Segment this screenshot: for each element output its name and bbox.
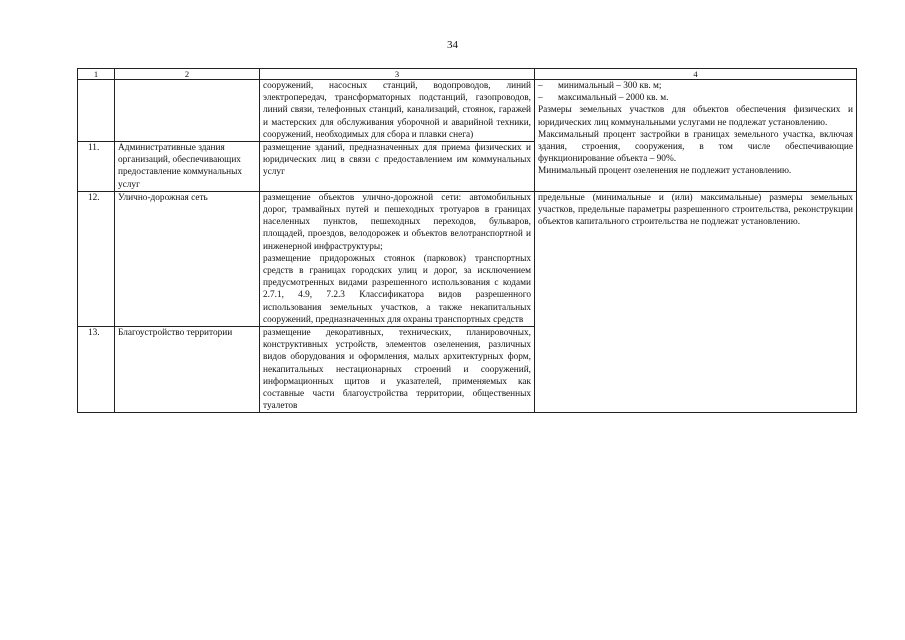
parameter-paragraph: Размеры земельных участков для объектов обеспечения физических и юридических лиц коммунальными услугами не подлежат установлению. <box>538 105 853 128</box>
column-header: 1 <box>78 69 115 80</box>
regulations-table <box>77 68 857 413</box>
use-type-name <box>115 80 260 142</box>
dash-marker: – <box>538 81 543 91</box>
parameter-list-item <box>538 80 853 92</box>
parameter-paragraph: Максимальный процент застройки в границах земельного участка, включая здания, строения, сооружения, в том числе обеспечивающие функционирование объекта – 90%. <box>538 129 853 165</box>
column-header: 4 <box>535 69 857 80</box>
table-row <box>78 191 857 326</box>
column-header: 3 <box>260 69 535 80</box>
parameters-cell: предельные (минимальные и (или) максимальные) размеры земельных участков, предельные параметры разрешенного строительства, реконструкции объектов капитального строительства не подлежат установлению. <box>535 191 857 413</box>
row-number: 11. <box>78 142 115 192</box>
row-number: 12. <box>78 191 115 326</box>
parameter-list-item <box>538 92 853 104</box>
table-row <box>78 80 857 142</box>
use-type-description: сооружений, насосных станций, водопроводов, линий электропередач, трансформаторных подстанций, газопроводов, линий связи, телефонных станций, канализаций, стоянок, гаражей и мастерских для обслуживания уборочной и аварийной техники, сооружений, необходимых для сбора и плавки снега) <box>260 80 535 142</box>
parameter-text: минимальный – 300 кв. м; <box>558 81 662 91</box>
use-type-description: размещение зданий, предназначенных для приема физических и юридических лиц в связи с предоставлением им коммунальных услуг <box>260 142 535 192</box>
use-type-name: Улично-дорожная сеть <box>115 191 260 326</box>
dash-marker: – <box>538 93 543 104</box>
parameter-text: максимальный – 2000 кв. м. <box>558 93 669 104</box>
use-type-description: размещение декоративных, технических, планировочных, конструктивных устройств, элементов озеленения, различных видов оборудования и оформления, малых архитектурных форм, некапитальных нестационарных строений и сооружений, информационных щитов и указателей, применяемых как составные части благоустройства территории, общественных туалетов <box>260 327 535 413</box>
use-type-name: Административные здания организаций, обеспечивающих предоставление коммунальных услуг <box>115 142 260 192</box>
page-number: 34 <box>447 39 458 51</box>
table-header-row <box>78 69 857 80</box>
use-type-description: размещение объектов улично-дорожной сети: автомобильных дорог, трамвайных путей и пешеходных тротуаров в границах населенных пунктов, пешеходных переходов, бульваров, площадей, проездов, велодорожек и объектов велотранспортной и инженерной инфраструктуры; размещение придорожных стоянок (парковок) транспортных средств в границах городских улиц и дорог, за исключением предусмотренных видами разрешенного использования с кодами 2.7.1, 4.9, 7.2.3 Классификатора видов разрешенного использования земельных участков, а также некапитальных сооружений, предназначенных для охраны транспортных средств <box>260 191 535 326</box>
use-type-name: Благоустройство территории <box>115 327 260 413</box>
row-number: 13. <box>78 327 115 413</box>
parameter-paragraph: Минимальный процент озеленения не подлежит установлению. <box>538 166 792 177</box>
row-number <box>78 80 115 142</box>
parameters-cell <box>535 80 857 192</box>
column-header: 2 <box>115 69 260 80</box>
